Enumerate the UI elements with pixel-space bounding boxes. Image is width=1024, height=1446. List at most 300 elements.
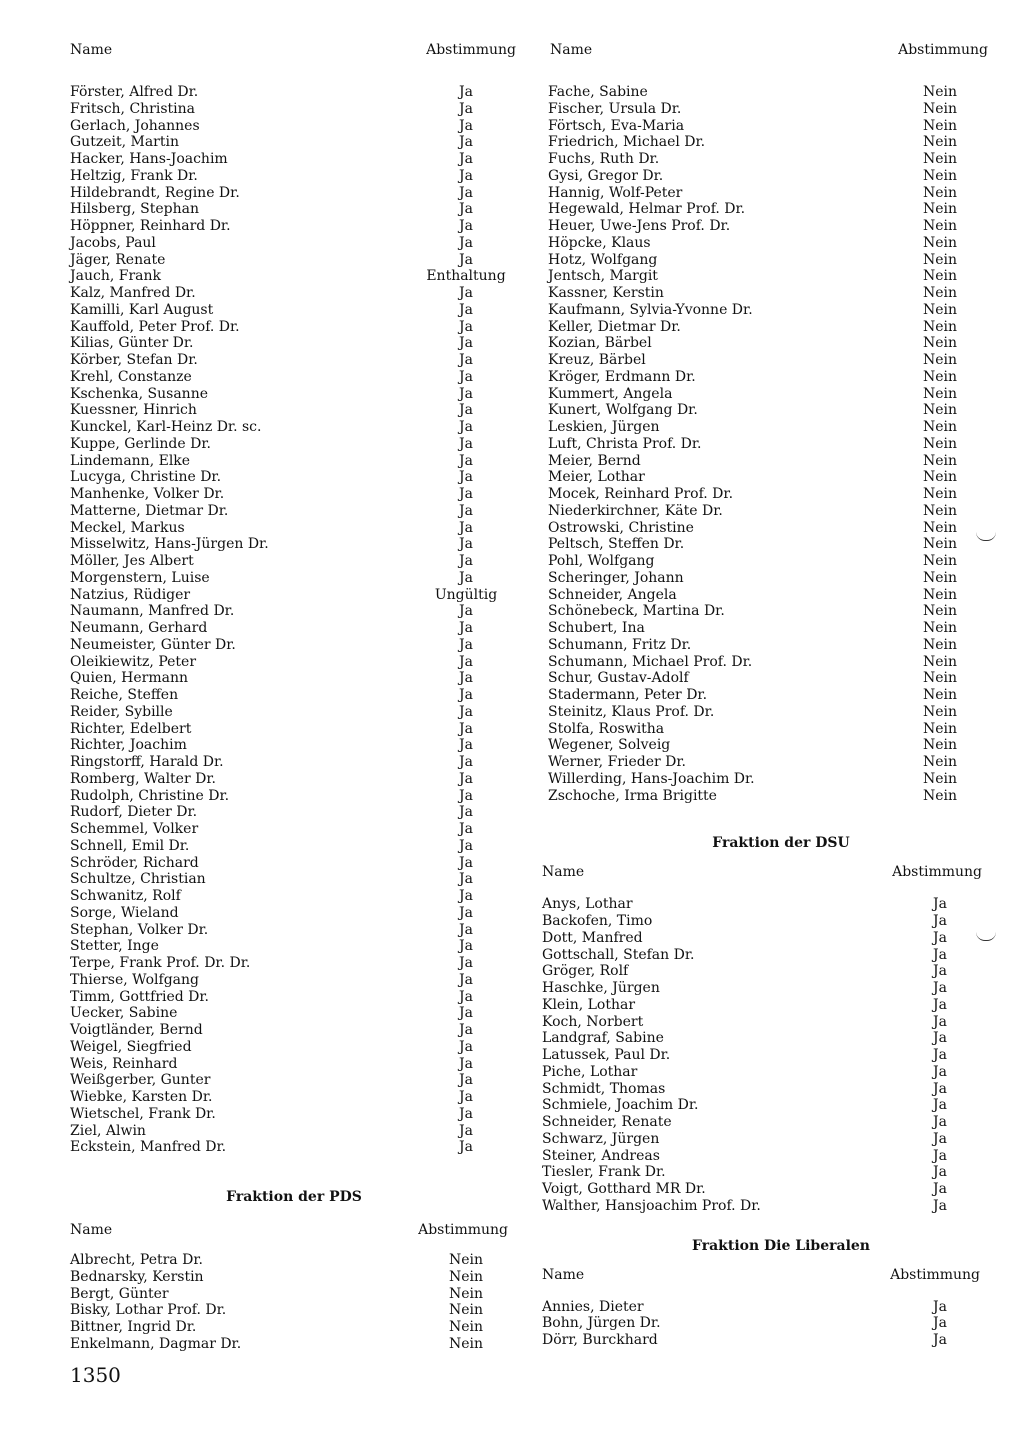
vote-value: Ja [459,352,473,368]
table-row [70,1252,518,1269]
member-name: Gottschall, Stefan Dr. [542,946,695,963]
vote-value: Ja [933,1181,947,1197]
member-name: Kaufmann, Sylvia-Yvonne Dr. [548,301,753,318]
vote-value: Ja [459,318,473,335]
vote-value: Nein [922,502,958,519]
member-name: Reider, Sybille [70,703,173,720]
table-header [70,40,518,62]
table-row [542,1315,990,1332]
table-row [70,871,518,888]
member-name: Kunckel, Karl-Heinz Dr. sc. [70,419,262,435]
table-row [70,972,518,989]
vote-value: Nein [922,653,958,670]
vote-value: Ja [459,821,473,837]
member-name: Hacker, Hans-Joachim [70,151,228,167]
member-name: Jacobs, Paul [70,234,156,251]
table-row [542,1332,990,1349]
table-row [542,930,990,947]
vote-value: Ja [459,804,473,821]
table-row [70,788,518,805]
vote-value: Ja [459,971,473,988]
name-column-header: Name [70,1222,113,1238]
member-name: Bergt, Günter [70,1285,169,1302]
member-name: Schneider, Renate [542,1114,672,1130]
table-row [548,252,990,269]
vote-value: Nein [922,385,958,402]
member-name: Mocek, Reinhard Prof. Dr. [548,486,734,502]
table-row [548,319,990,336]
vote-list-liberale [542,1299,990,1349]
vote-value: Ja [459,402,473,419]
vote-value: Ja [459,787,473,804]
table-row [548,118,990,135]
vote-column-header: Abstimmung [898,42,988,58]
table-row [70,888,518,905]
table-row [70,268,518,285]
vote-value: Nein [922,419,958,435]
member-name: Voigtländer, Bernd [70,1022,203,1038]
table-row [548,302,990,319]
table-row [548,788,990,805]
vote-column-header: Abstimmung [892,864,982,881]
table-row [70,1089,518,1106]
vote-column-header: Abstimmung [418,1222,508,1238]
table-row [70,285,518,302]
vote-value: Ja [459,1139,473,1156]
vote-value: Ja [933,946,947,963]
member-name: Walther, Hansjoachim Prof. Dr. [542,1197,761,1214]
member-name: Natzius, Rüdiger [70,586,191,603]
vote-value: Ja [459,1122,473,1139]
table-row [542,1299,990,1316]
table-row [548,603,990,620]
vote-value: Nein [922,285,958,301]
member-name: Keller, Dietmar Dr. [548,318,681,335]
vote-value: Ja [933,1332,947,1348]
member-name: Weißgerber, Gunter [70,1072,211,1089]
table-row [70,436,518,453]
table-row [70,687,518,704]
table-row [70,1319,518,1336]
vote-value: Ja [459,737,473,754]
vote-value: Nein [922,251,958,268]
vote-value: Ja [459,301,473,318]
vote-value: Ja [459,1089,473,1105]
member-name: Reiche, Steffen [70,687,179,703]
name-column-header: Name [550,42,593,58]
vote-value: Ja [459,720,473,737]
vote-value: Ja [459,1072,473,1089]
table-row [542,1198,990,1215]
vote-value: Ja [459,569,473,586]
vote-value: Nein [922,134,958,151]
table-row [70,235,518,252]
vote-value: Ja [933,1013,947,1030]
vote-value: Nein [922,737,958,754]
table-row [548,369,990,386]
table-row [70,838,518,855]
vote-value: Ja [933,913,947,929]
table-header [70,1220,518,1242]
table-row [70,101,518,118]
vote-value: Nein [922,720,958,737]
member-name: Gysi, Gregor Dr. [548,167,664,184]
vote-value: Nein [922,452,958,469]
table-row [548,101,990,118]
member-name: Schönebeck, Martina Dr. [548,603,725,620]
vote-value: Nein [448,1302,484,1319]
member-name: Schur, Gustav-Adolf [548,670,689,687]
member-name: Piche, Lothar [542,1063,638,1080]
vote-value: Ja [933,1130,947,1147]
member-name: Uecker, Sabine [70,1005,178,1022]
vote-value: Ja [459,234,473,251]
name-column-header: Name [542,1266,585,1283]
table-row [548,185,990,202]
member-name: Meckel, Markus [70,519,185,536]
vote-list-pds [70,1252,518,1353]
vote-value: Nein [448,1285,484,1302]
table-row [548,503,990,520]
vote-value: Nein [922,352,958,368]
member-name: Wiebke, Karsten Dr. [70,1089,213,1105]
table-row [70,955,518,972]
table-row [70,520,518,537]
table-row [542,1148,990,1165]
vote-value: Ja [459,184,473,201]
member-name: Klein, Lothar [542,996,636,1013]
table-row [542,1014,990,1031]
vote-value: Ja [459,754,473,770]
vote-value: Nein [922,268,958,285]
member-name: Schmiele, Joachim Dr. [542,1097,699,1114]
name-column-header: Name [542,864,585,881]
vote-value: Ja [459,117,473,134]
table-row [70,1123,518,1140]
vote-value: Nein [448,1252,484,1268]
table-row [548,536,990,553]
vote-list [548,84,990,804]
member-name: Niederkirchner, Käte Dr. [548,502,723,519]
table-row [70,536,518,553]
member-name: Enkelmann, Dagmar Dr. [70,1335,242,1352]
member-name: Kröger, Erdmann Dr. [548,368,696,385]
table-header [542,862,990,884]
member-name: Sorge, Wieland [70,904,179,921]
table-row [70,352,518,369]
member-name: Ringstorff, Harald Dr. [70,754,224,770]
table-row [548,84,990,101]
table-row [548,453,990,470]
table-row [70,402,518,419]
table-row [70,185,518,202]
member-name: Manhenke, Volker Dr. [70,486,225,502]
vote-value: Ja [459,1105,473,1122]
vote-value: Ja [459,1005,473,1022]
member-name: Zschoche, Irma Brigitte [548,787,717,804]
member-name: Bisky, Lothar Prof. Dr. [70,1302,227,1319]
member-name: Pohl, Wolfgang [548,553,655,569]
vote-value: Nein [922,754,958,770]
member-name: Ziel, Alwin [70,1122,146,1139]
vote-value: Nein [922,603,958,620]
vote-value: Ja [459,904,473,921]
vote-value: Ja [933,1315,947,1332]
table-row [542,913,990,930]
table-row [70,469,518,486]
member-name: Hilsberg, Stephan [70,201,199,218]
table-row [70,1072,518,1089]
vote-value: Ja [933,1097,947,1114]
vote-value: Nein [922,234,958,251]
member-name: Romberg, Walter Dr. [70,770,216,787]
member-name: Fischer, Ursula Dr. [548,100,682,117]
vote-value: Ja [459,84,473,100]
table-row [542,963,990,980]
table-row [70,570,518,587]
right-column [542,40,990,1349]
table-row [70,1039,518,1056]
table-row [70,419,518,436]
table-row [70,804,518,821]
member-name: Kschenka, Susanne [70,385,208,402]
member-name: Jentsch, Margit [548,268,658,285]
member-name: Stolfa, Roswitha [548,720,665,737]
member-name: Neumann, Gerhard [70,620,208,636]
table-header [542,1265,990,1287]
vote-value: Nein [922,218,958,234]
member-name: Kuessner, Hinrich [70,402,197,419]
vote-value: Ja [933,980,947,996]
table-row [548,570,990,587]
vote-value: Ja [933,1197,947,1214]
table-row [70,1269,518,1286]
vote-value: Nein [922,703,958,720]
table-row [70,118,518,135]
vote-value: Ja [933,1030,947,1047]
vote-value: Nein [922,318,958,335]
vote-value: Nein [448,1268,484,1285]
vote-value: Ja [933,1164,947,1181]
member-name: Werner, Frieder Dr. [548,754,686,770]
table-row [70,754,518,771]
table-row [70,737,518,754]
member-name: Kunert, Wolfgang Dr. [548,402,698,419]
vote-value: Nein [922,402,958,419]
name-column-header: Name [70,42,113,58]
vote-value: Ja [459,1022,473,1038]
table-row [70,252,518,269]
table-row [70,503,518,520]
member-name: Kamilli, Karl August [70,301,214,318]
vote-value: Ja [933,963,947,980]
member-name: Leskien, Jürgen [548,419,660,435]
vote-value: Ja [933,1298,947,1315]
member-name: Fache, Sabine [548,84,648,100]
vote-value: Ja [459,368,473,385]
vote-value: Ja [459,134,473,151]
member-name: Schwarz, Jürgen [542,1130,660,1147]
member-name: Höpcke, Klaus [548,234,651,251]
member-name: Timm, Gottfried Dr. [70,988,210,1005]
table-row [70,218,518,235]
vote-value: Nein [922,569,958,586]
table-row [548,268,990,285]
table-row [548,402,990,419]
table-row [70,168,518,185]
member-name: Kassner, Kerstin [548,285,664,301]
table-row [542,1164,990,1181]
vote-value: Ja [459,435,473,452]
table-row [542,997,990,1014]
member-name: Hannig, Wolf-Peter [548,184,683,201]
vote-value: Ja [459,636,473,653]
table-row [70,1106,518,1123]
vote-value: Ja [459,251,473,268]
member-name: Förtsch, Eva-Maria [548,117,685,134]
page-number: 1350 [70,1363,121,1387]
vote-value: Ja [459,888,473,904]
table-row [70,486,518,503]
member-name: Luft, Christa Prof. Dr. [548,435,702,452]
member-name: Neumeister, Günter Dr. [70,636,236,653]
vote-value: Nein [922,553,958,569]
member-name: Heuer, Uwe-Jens Prof. Dr. [548,218,731,234]
vote-value: Nein [922,151,958,167]
vote-value: Nein [922,435,958,452]
vote-value: Ja [459,167,473,184]
vote-value: Nein [922,100,958,117]
vote-value: Nein [922,687,958,703]
vote-value: Ja [459,385,473,402]
member-name: Naumann, Manfred Dr. [70,603,235,620]
table-row [542,1081,990,1098]
member-name: Wegener, Solveig [548,737,671,754]
member-name: Lucyga, Christine Dr. [70,469,222,486]
member-name: Höppner, Reinhard Dr. [70,218,231,234]
table-row [70,84,518,101]
table-row [70,1139,518,1156]
table-row [548,469,990,486]
vote-value: Ja [459,837,473,854]
vote-value: Nein [922,536,958,553]
table-row [70,587,518,604]
table-row [542,1030,990,1047]
table-row [548,386,990,403]
member-name: Quien, Hermann [70,670,189,687]
table-row [548,771,990,788]
member-name: Albrecht, Petra Dr. [70,1252,203,1268]
vote-value: Ja [459,871,473,888]
member-name: Meier, Bernd [548,452,641,469]
member-name: Hildebrandt, Regine Dr. [70,184,240,201]
vote-value: Ja [459,921,473,938]
vote-value: Ja [459,770,473,787]
member-name: Anys, Lothar [542,896,633,913]
table-row [548,620,990,637]
vote-value: Ja [459,653,473,670]
table-row [542,980,990,997]
member-name: Misselwitz, Hans-Jürgen Dr. [70,536,269,553]
vote-value: Ja [933,1047,947,1063]
member-name: Schröder, Richard [70,854,199,871]
vote-value: Nein [922,84,958,100]
member-name: Bohn, Jürgen Dr. [542,1315,661,1332]
table-row [70,989,518,1006]
vote-value: Nein [922,335,958,352]
member-name: Friedrich, Michael Dr. [548,134,706,151]
vote-value: Ja [459,100,473,117]
vote-value: Ja [459,285,473,301]
vote-value: Ja [459,603,473,620]
vote-value: Ja [459,687,473,703]
table-row [70,620,518,637]
member-name: Terpe, Frank Prof. Dr. Dr. [70,955,251,971]
member-name: Eckstein, Manfred Dr. [70,1139,227,1156]
vote-value: Ja [459,938,473,955]
table-row [548,486,990,503]
vote-value: Nein [922,184,958,201]
vote-value: Ja [459,151,473,167]
table-row [542,1131,990,1148]
vote-value: Ja [459,502,473,519]
vote-value: Ja [459,419,473,435]
table-row [70,603,518,620]
table-row [548,754,990,771]
member-name: Richter, Edelbert [70,720,192,737]
fraction-title-dsu: Fraktion der DSU [712,835,850,852]
member-name: Krehl, Constanze [70,368,192,385]
member-name: Dörr, Burckhard [542,1332,658,1348]
member-name: Backofen, Timo [542,913,653,929]
member-name: Rudorf, Dieter Dr. [70,804,198,821]
member-name: Kalz, Manfred Dr. [70,285,196,301]
member-name: Matterne, Dietmar Dr. [70,502,229,519]
member-name: Schwanitz, Rolf [70,888,181,904]
table-row [548,654,990,671]
member-name: Steinitz, Klaus Prof. Dr. [548,703,715,720]
table-row [70,905,518,922]
table-row [548,419,990,436]
member-name: Stephan, Volker Dr. [70,921,209,938]
table-row [70,1005,518,1022]
table-row [548,587,990,604]
table-row [70,302,518,319]
vote-value: Nein [922,670,958,687]
vote-value: Nein [922,620,958,636]
vote-value: Nein [448,1335,484,1352]
table-row [70,771,518,788]
fraction-title-pds: Fraktion der PDS [226,1189,362,1205]
table-row [70,821,518,838]
table-row [70,1286,518,1303]
member-name: Latussek, Paul Dr. [542,1047,671,1063]
table-row [70,855,518,872]
vote-value: Ja [459,955,473,971]
table-row [548,520,990,537]
vote-value: Nein [922,586,958,603]
table-row [548,637,990,654]
table-row [548,168,990,185]
table-row [548,335,990,352]
member-name: Gröger, Rolf [542,963,629,980]
table-row [70,637,518,654]
vote-value: Enthaltung [426,268,506,285]
vote-value: Nein [922,368,958,385]
vote-value: Ja [459,1055,473,1072]
vote-value: Ja [459,854,473,871]
member-name: Kozian, Bärbel [548,335,652,352]
